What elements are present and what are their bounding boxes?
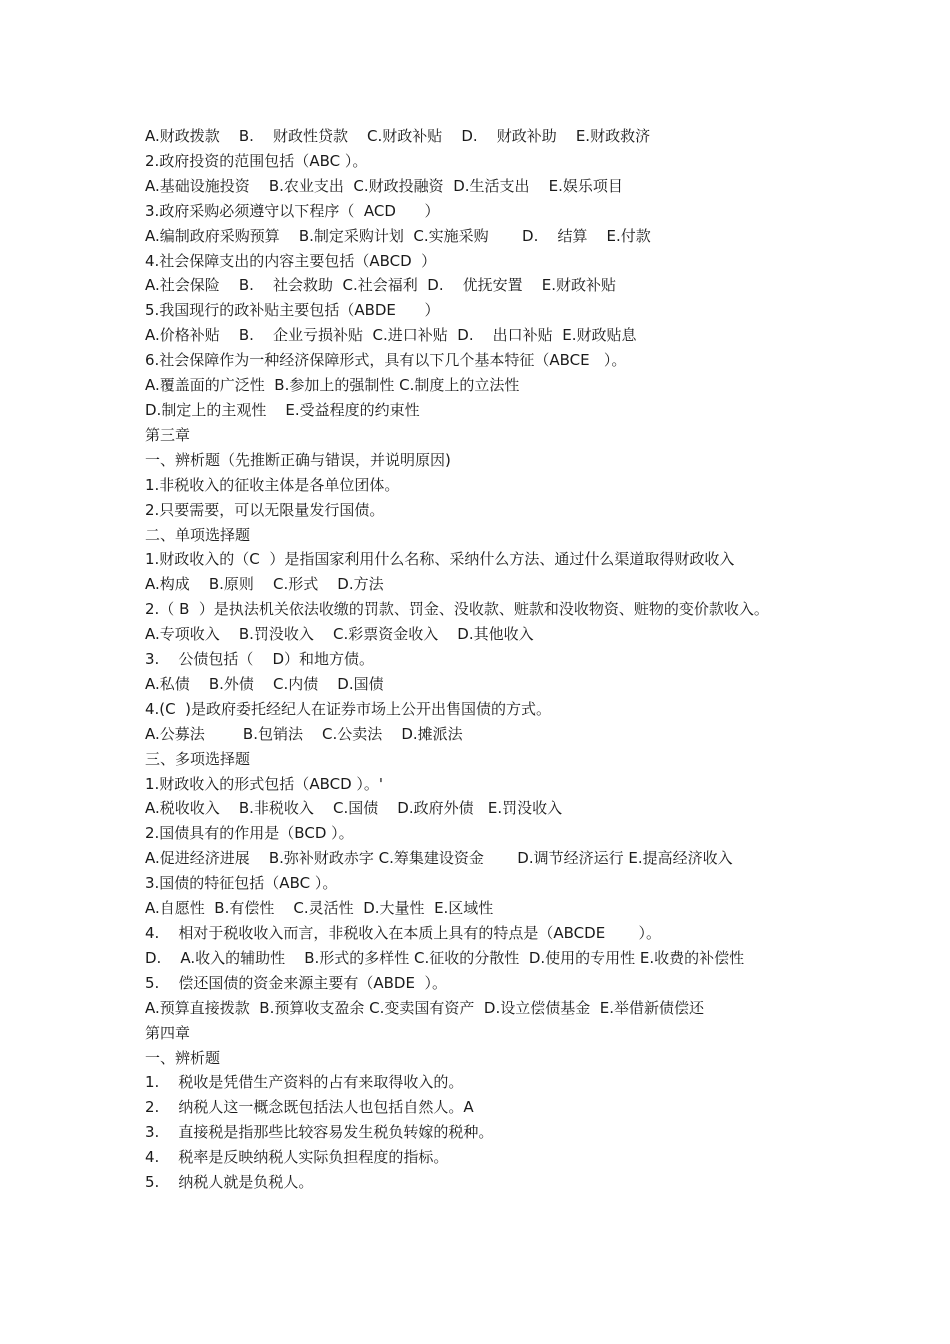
text-line: 5.我国现行的政补贴主要包括（ABDE ） bbox=[145, 301, 440, 320]
text-line: A.自愿性 B.有偿性 C.灵活性 D.大量性 E.区域性 bbox=[145, 899, 494, 918]
text-line: A.覆盖面的广泛性 B.参加上的强制性 C.制度上的立法性 bbox=[145, 376, 520, 395]
text-line: 3. 公债包括（ D）和地方债。 bbox=[145, 650, 375, 669]
text-line: A.税收收入 B.非税收入 C.国债 D.政府外债 E.罚没收入 bbox=[145, 799, 563, 818]
text-line: A.预算直接拨款 B.预算收支盈余 C.变卖国有资产 D.设立偿债基金 E.举借新债偿还 bbox=[145, 998, 705, 1017]
section-heading: 一、辨析题 bbox=[145, 1048, 221, 1067]
text-line: 1.非税收入的征收主体是各单位团体。 bbox=[145, 475, 400, 494]
chapter-heading: 第三章 bbox=[145, 425, 191, 444]
text-line: 4. 相对于税收收入而言，非税收入在本质上具有的特点是（ABCDE ）。 bbox=[145, 924, 662, 942]
text-line: A.专项收入 B.罚没收入 C.彩票资金收入 D.其他收入 bbox=[145, 625, 534, 644]
text-line: 1. 税收是凭借生产资料的占有来取得收入的。 bbox=[145, 1073, 464, 1092]
text-line: A.私债 B.外债 C.内债 D.国债 bbox=[145, 674, 384, 693]
text-line: 2.只要需要，可以无限量发行国债。 bbox=[145, 500, 385, 519]
text-line: 2.（ B ）是执法机关依法收缴的罚款、罚金、没收款、赃款和没收物资、赃物的变价款收入。 bbox=[145, 600, 769, 619]
section-heading: 三、多项选择题 bbox=[145, 749, 251, 768]
text-line: 2.国债具有的作用是（BCD ）。 bbox=[145, 824, 354, 843]
section-heading: 一、辨析题（先推断正确与错误，并说明原因) bbox=[145, 450, 451, 469]
text-line: 5. 纳税人就是负税人。 bbox=[145, 1173, 314, 1192]
text-line: 4.社会保障支出的内容主要包括（ABCD ） bbox=[145, 251, 437, 270]
text-line: A.价格补贴 B. 企业亏损补贴 C.进口补贴 D. 出口补贴 E.财政贴息 bbox=[145, 326, 637, 345]
text-line: D.制定上的主观性 E.受益程度的约束性 bbox=[145, 400, 420, 419]
text-line: 4. 税率是反映纳税人实际负担程度的指标。 bbox=[145, 1148, 449, 1167]
text-line: 2. 纳税人这一概念既包括法人也包括自然人。A bbox=[145, 1098, 474, 1117]
text-line: 1.财政收入的形式包括（ABCD ）。' bbox=[145, 774, 384, 793]
text-line: 3.国债的特征包括（ABC ）。 bbox=[145, 874, 338, 893]
text-line: A.社会保险 B. 社会救助 C.社会福利 D. 优抚安置 E.财政补贴 bbox=[145, 276, 616, 295]
text-line: A.财政拨款 B. 财政性贷款 C.财政补贴 D. 财政补助 E.财政救济 bbox=[145, 127, 651, 145]
document-body bbox=[145, 124, 825, 1195]
text-line: 2.政府投资的范围包括（ABC ）。 bbox=[145, 151, 368, 170]
text-line: 4.(C )是政府委托经纪人在证券市场上公开出售国债的方式。 bbox=[145, 699, 552, 718]
text-line: 1.财政收入的（C ）是指国家利用什么名称、采纳什么方法、通过什么渠道取得财政收入 bbox=[145, 550, 735, 569]
text-line: A.公募法 B.包销法 C.公卖法 D.摊派法 bbox=[145, 724, 463, 743]
text-line: A.促进经济进展 B.弥补财政赤字 C.筹集建设资金 D.调节经济运行 E.提高经济收入 bbox=[145, 849, 733, 868]
text-line: 6.社会保障作为一种经济保障形式，具有以下几个基本特征（ABCE ）。 bbox=[145, 351, 627, 370]
text-line: 3. 直接税是指那些比较容易发生税负转嫁的税种。 bbox=[145, 1123, 494, 1142]
section-heading: 二、单项选择题 bbox=[145, 525, 251, 544]
text-line: 3.政府采购必须遵守以下程序（ ACD ） bbox=[145, 201, 440, 220]
text-line: A.编制政府采购预算 B.制定采购计划 C.实施采购 D. 结算 E.付款 bbox=[145, 226, 651, 245]
text-line: A.构成 B.原则 C.形式 D.方法 bbox=[145, 575, 384, 594]
text-line: A.基础设施投资 B.农业支出 C.财政投融资 D.生活支出 E.娱乐项目 bbox=[145, 176, 623, 195]
chapter-heading: 第四章 bbox=[145, 1023, 191, 1042]
text-line: 5. 偿还国债的资金来源主要有（ABDE ）。 bbox=[145, 973, 448, 992]
text-line: D. A.收入的辅助性 B.形式的多样性 C.征收的分散性 D.使用的专用性 E.收费的补偿性 bbox=[145, 948, 745, 967]
